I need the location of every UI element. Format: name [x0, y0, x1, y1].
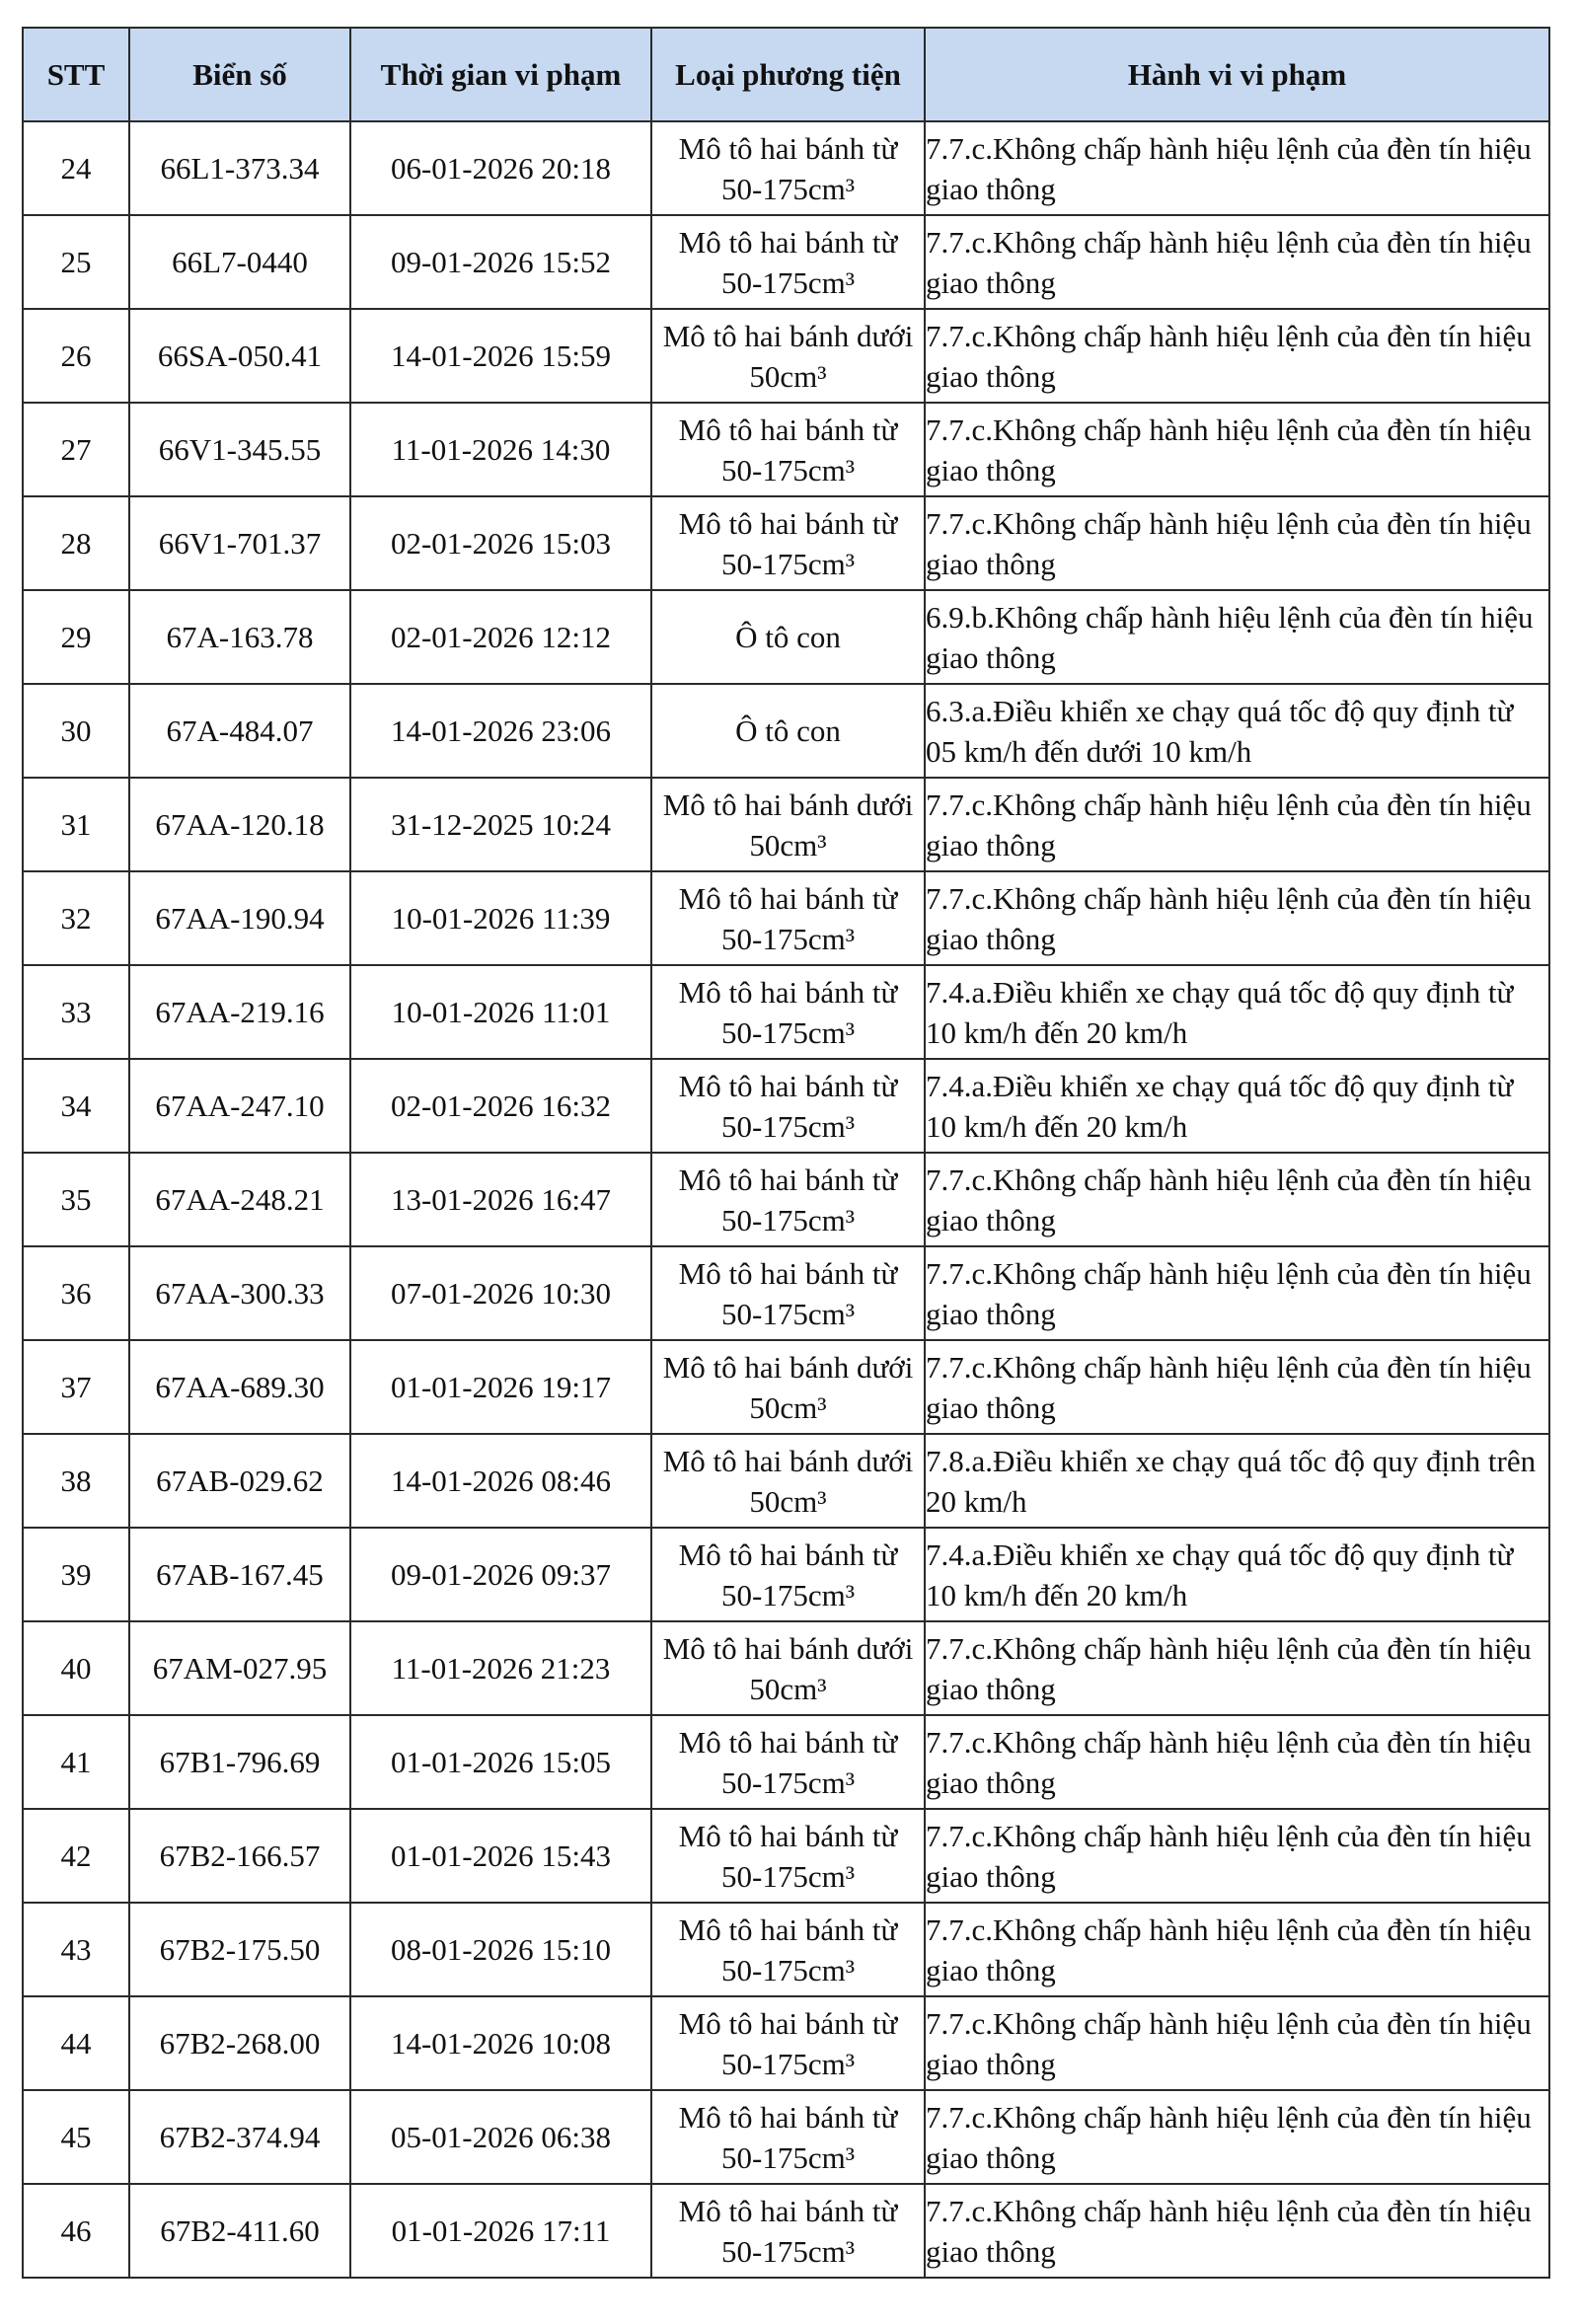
cell-time: 07-01-2026 10:30 [350, 1246, 651, 1340]
cell-time: 01-01-2026 17:11 [350, 2184, 651, 2278]
behavior-text: 7.7.c.Không chấp hành hiệu lệnh của đèn tín hiệu giao thông [926, 318, 1532, 394]
vehicle-capacity-line: 50-175cm³ [721, 1202, 855, 1237]
vehicle-capacity-line: 50cm³ [749, 1671, 827, 1706]
behavior-text: 7.7.c.Không chấp hành hiệu lệnh của đèn tín hiệu giao thông [926, 412, 1532, 487]
cell-time: 08-01-2026 15:10 [350, 1903, 651, 1996]
behavior-text: 7.7.c.Không chấp hành hiệu lệnh của đèn tín hiệu giao thông [926, 1818, 1532, 1894]
table-row [23, 1340, 1549, 1434]
cell-plate: 67AA-247.10 [129, 1059, 350, 1153]
table-header-row [23, 28, 1549, 121]
cell-vehicle [651, 2184, 925, 2278]
table-row [23, 871, 1549, 965]
cell-behavior [925, 1903, 1549, 1996]
violations-table [22, 27, 1550, 2279]
cell-plate: 67B1-796.69 [129, 1715, 350, 1809]
vehicle-capacity-line: 50cm³ [749, 827, 827, 862]
cell-behavior [925, 309, 1549, 403]
cell-time: 06-01-2026 20:18 [350, 121, 651, 215]
behavior-text: 6.9.b.Không chấp hành hiệu lệnh của đèn tín hiệu giao thông [926, 599, 1534, 675]
table-row [23, 1434, 1549, 1528]
cell-behavior [925, 871, 1549, 965]
cell-plate: 67AA-300.33 [129, 1246, 350, 1340]
table-row [23, 403, 1549, 496]
vehicle-type-line: Mô tô hai bánh dưới [662, 318, 914, 353]
cell-vehicle [651, 1903, 925, 1996]
behavior-text: 7.7.c.Không chấp hành hiệu lệnh của đèn tín hiệu giao thông [926, 1349, 1532, 1425]
behavior-text: 7.7.c.Không chấp hành hiệu lệnh của đèn tín hiệu giao thông [926, 2193, 1532, 2269]
cell-vehicle [651, 403, 925, 496]
vehicle-capacity-line: 50-175cm³ [721, 1577, 855, 1612]
vehicle-capacity-line: 50-175cm³ [721, 1108, 855, 1144]
cell-stt: 34 [23, 1059, 129, 1153]
cell-stt: 46 [23, 2184, 129, 2278]
behavior-text: 7.7.c.Không chấp hành hiệu lệnh của đèn tín hiệu giao thông [926, 2099, 1532, 2175]
table-row [23, 965, 1549, 1059]
behavior-text: 7.7.c.Không chấp hành hiệu lệnh của đèn tín hiệu giao thông [926, 224, 1532, 300]
table-row [23, 590, 1549, 684]
cell-behavior [925, 1996, 1549, 2090]
header-plate: Biển số [129, 28, 350, 121]
cell-stt: 39 [23, 1528, 129, 1621]
cell-behavior [925, 1434, 1549, 1528]
vehicle-capacity-line: 50-175cm³ [721, 171, 855, 206]
vehicle-type-line: Mô tô hai bánh từ [678, 1818, 898, 1853]
cell-plate: 67AB-029.62 [129, 1434, 350, 1528]
cell-stt: 42 [23, 1809, 129, 1903]
behavior-text: 7.4.a.Điều khiển xe chạy quá tốc độ quy định từ 10 km/h đến 20 km/h [926, 1537, 1514, 1612]
cell-vehicle [651, 2090, 925, 2184]
cell-behavior [925, 965, 1549, 1059]
cell-time: 02-01-2026 12:12 [350, 590, 651, 684]
table-row [23, 215, 1549, 309]
violations-sheet [22, 27, 1548, 2279]
table-row [23, 1996, 1549, 2090]
table-row [23, 1621, 1549, 1715]
cell-time: 10-01-2026 11:01 [350, 965, 651, 1059]
cell-behavior [925, 590, 1549, 684]
vehicle-capacity-line: 50-175cm³ [721, 1296, 855, 1331]
cell-plate: 67AA-120.18 [129, 778, 350, 871]
cell-plate: 67AA-190.94 [129, 871, 350, 965]
cell-behavior [925, 1809, 1549, 1903]
cell-plate: 67A-163.78 [129, 590, 350, 684]
cell-stt: 25 [23, 215, 129, 309]
table-row [23, 1246, 1549, 1340]
behavior-text: 7.7.c.Không chấp hành hiệu lệnh của đèn tín hiệu giao thông [926, 1162, 1532, 1237]
cell-time: 02-01-2026 15:03 [350, 496, 651, 590]
cell-vehicle [651, 965, 925, 1059]
cell-plate: 66SA-050.41 [129, 309, 350, 403]
cell-vehicle [651, 496, 925, 590]
cell-time: 11-01-2026 14:30 [350, 403, 651, 496]
cell-behavior [925, 496, 1549, 590]
vehicle-capacity-line: 50-175cm³ [721, 264, 855, 300]
header-behavior: Hành vi vi phạm [925, 28, 1549, 121]
cell-stt: 30 [23, 684, 129, 778]
cell-stt: 26 [23, 309, 129, 403]
vehicle-type-line: Mô tô hai bánh dưới [662, 1349, 914, 1385]
cell-vehicle [651, 1059, 925, 1153]
cell-time: 14-01-2026 10:08 [350, 1996, 651, 2090]
cell-behavior [925, 1246, 1549, 1340]
vehicle-capacity-line: 50-175cm³ [721, 452, 855, 487]
vehicle-type-line: Mô tô hai bánh từ [678, 2193, 898, 2228]
vehicle-capacity-line: 50-175cm³ [721, 1858, 855, 1894]
cell-time: 31-12-2025 10:24 [350, 778, 651, 871]
vehicle-type-line: Mô tô hai bánh từ [678, 1068, 898, 1103]
cell-stt: 38 [23, 1434, 129, 1528]
behavior-text: 7.7.c.Không chấp hành hiệu lệnh của đèn tín hiệu giao thông [926, 130, 1532, 206]
cell-stt: 45 [23, 2090, 129, 2184]
cell-vehicle [651, 684, 925, 778]
header-vehicle: Loại phương tiện [651, 28, 925, 121]
behavior-text: 7.7.c.Không chấp hành hiệu lệnh của đèn tín hiệu giao thông [926, 1630, 1532, 1706]
vehicle-type-line: Mô tô hai bánh từ [678, 1537, 898, 1572]
cell-vehicle [651, 1246, 925, 1340]
table-row [23, 1528, 1549, 1621]
table-row [23, 121, 1549, 215]
cell-vehicle [651, 1153, 925, 1246]
cell-stt: 24 [23, 121, 129, 215]
vehicle-type-line: Ô tô con [735, 713, 841, 748]
table-row [23, 2090, 1549, 2184]
cell-time: 09-01-2026 15:52 [350, 215, 651, 309]
vehicle-capacity-line: 50-175cm³ [721, 921, 855, 956]
cell-time: 13-01-2026 16:47 [350, 1153, 651, 1246]
vehicle-type-line: Mô tô hai bánh dưới [662, 1630, 914, 1666]
vehicle-capacity-line: 50-175cm³ [721, 1952, 855, 1987]
cell-vehicle [651, 1621, 925, 1715]
cell-behavior [925, 215, 1549, 309]
behavior-text: 7.7.c.Không chấp hành hiệu lệnh của đèn tín hiệu giao thông [926, 2005, 1532, 2081]
cell-vehicle [651, 1340, 925, 1434]
vehicle-capacity-line: 50-175cm³ [721, 1014, 855, 1050]
cell-vehicle [651, 1434, 925, 1528]
behavior-text: 7.4.a.Điều khiển xe chạy quá tốc độ quy định từ 10 km/h đến 20 km/h [926, 974, 1514, 1050]
cell-stt: 29 [23, 590, 129, 684]
cell-behavior [925, 1715, 1549, 1809]
cell-plate: 67AB-167.45 [129, 1528, 350, 1621]
cell-stt: 36 [23, 1246, 129, 1340]
cell-plate: 66L7-0440 [129, 215, 350, 309]
cell-behavior [925, 1153, 1549, 1246]
behavior-text: 7.4.a.Điều khiển xe chạy quá tốc độ quy định từ 10 km/h đến 20 km/h [926, 1068, 1514, 1144]
cell-stt: 27 [23, 403, 129, 496]
vehicle-type-line: Ô tô con [735, 620, 841, 654]
header-time: Thời gian vi phạm [350, 28, 651, 121]
cell-time: 09-01-2026 09:37 [350, 1528, 651, 1621]
table-row [23, 778, 1549, 871]
cell-vehicle [651, 1996, 925, 2090]
vehicle-type-line: Mô tô hai bánh từ [678, 1724, 898, 1760]
vehicle-type-line: Mô tô hai bánh từ [678, 880, 898, 916]
cell-plate: 67B2-166.57 [129, 1809, 350, 1903]
vehicle-capacity-line: 50-175cm³ [721, 2046, 855, 2081]
vehicle-type-line: Mô tô hai bánh từ [678, 2099, 898, 2135]
cell-time: 05-01-2026 06:38 [350, 2090, 651, 2184]
vehicle-type-line: Mô tô hai bánh từ [678, 1162, 898, 1197]
cell-plate: 67A-484.07 [129, 684, 350, 778]
behavior-text: 7.8.a.Điều khiển xe chạy quá tốc độ quy định trên 20 km/h [926, 1443, 1537, 1519]
behavior-text: 7.7.c.Không chấp hành hiệu lệnh của đèn tín hiệu giao thông [926, 880, 1532, 956]
cell-plate: 67AA-219.16 [129, 965, 350, 1059]
vehicle-capacity-line: 50cm³ [749, 1483, 827, 1519]
cell-vehicle [651, 1715, 925, 1809]
cell-time: 14-01-2026 08:46 [350, 1434, 651, 1528]
table-row [23, 1715, 1549, 1809]
cell-plate: 66V1-345.55 [129, 403, 350, 496]
vehicle-capacity-line: 50cm³ [749, 358, 827, 394]
vehicle-type-line: Mô tô hai bánh từ [678, 1912, 898, 1947]
behavior-text: 7.7.c.Không chấp hành hiệu lệnh của đèn tín hiệu giao thông [926, 505, 1532, 581]
table-body [23, 121, 1549, 2278]
cell-plate: 67B2-374.94 [129, 2090, 350, 2184]
cell-vehicle [651, 1528, 925, 1621]
cell-behavior [925, 2090, 1549, 2184]
cell-stt: 43 [23, 1903, 129, 1996]
header-stt: STT [23, 28, 129, 121]
vehicle-type-line: Mô tô hai bánh từ [678, 2005, 898, 2041]
cell-time: 14-01-2026 23:06 [350, 684, 651, 778]
cell-plate: 67AM-027.95 [129, 1621, 350, 1715]
vehicle-capacity-line: 50-175cm³ [721, 2139, 855, 2175]
cell-plate: 66L1-373.34 [129, 121, 350, 215]
table-row [23, 1059, 1549, 1153]
vehicle-type-line: Mô tô hai bánh dưới [662, 1443, 914, 1478]
cell-behavior [925, 121, 1549, 215]
vehicle-type-line: Mô tô hai bánh từ [678, 412, 898, 447]
behavior-text: 7.7.c.Không chấp hành hiệu lệnh của đèn tín hiệu giao thông [926, 1724, 1532, 1800]
cell-plate: 66V1-701.37 [129, 496, 350, 590]
cell-vehicle [651, 215, 925, 309]
vehicle-type-line: Mô tô hai bánh từ [678, 974, 898, 1010]
cell-plate: 67B2-411.60 [129, 2184, 350, 2278]
cell-plate: 67B2-175.50 [129, 1903, 350, 1996]
cell-stt: 41 [23, 1715, 129, 1809]
cell-stt: 31 [23, 778, 129, 871]
table-row [23, 1903, 1549, 1996]
cell-stt: 40 [23, 1621, 129, 1715]
cell-stt: 28 [23, 496, 129, 590]
table-row [23, 496, 1549, 590]
vehicle-type-line: Mô tô hai bánh từ [678, 130, 898, 166]
cell-stt: 44 [23, 1996, 129, 2090]
cell-vehicle [651, 1809, 925, 1903]
behavior-text: 7.7.c.Không chấp hành hiệu lệnh của đèn tín hiệu giao thông [926, 1912, 1532, 1987]
table-row [23, 309, 1549, 403]
cell-behavior [925, 684, 1549, 778]
cell-stt: 37 [23, 1340, 129, 1434]
cell-time: 01-01-2026 19:17 [350, 1340, 651, 1434]
cell-time: 01-01-2026 15:05 [350, 1715, 651, 1809]
vehicle-capacity-line: 50-175cm³ [721, 2233, 855, 2269]
cell-stt: 33 [23, 965, 129, 1059]
vehicle-capacity-line: 50-175cm³ [721, 1764, 855, 1800]
table-row [23, 1809, 1549, 1903]
cell-behavior [925, 1621, 1549, 1715]
cell-stt: 35 [23, 1153, 129, 1246]
table-row [23, 1153, 1549, 1246]
cell-vehicle [651, 309, 925, 403]
table-row [23, 2184, 1549, 2278]
cell-vehicle [651, 590, 925, 684]
cell-time: 14-01-2026 15:59 [350, 309, 651, 403]
cell-behavior [925, 1059, 1549, 1153]
behavior-text: 7.7.c.Không chấp hành hiệu lệnh của đèn tín hiệu giao thông [926, 1255, 1532, 1331]
cell-behavior [925, 778, 1549, 871]
cell-stt: 32 [23, 871, 129, 965]
cell-vehicle [651, 121, 925, 215]
behavior-text: 6.3.a.Điều khiển xe chạy quá tốc độ quy định từ 05 km/h đến dưới 10 km/h [926, 693, 1514, 769]
cell-plate: 67AA-689.30 [129, 1340, 350, 1434]
vehicle-capacity-line: 50cm³ [749, 1389, 827, 1425]
behavior-text: 7.7.c.Không chấp hành hiệu lệnh của đèn tín hiệu giao thông [926, 787, 1532, 862]
cell-behavior [925, 2184, 1549, 2278]
cell-behavior [925, 1528, 1549, 1621]
cell-vehicle [651, 871, 925, 965]
cell-plate: 67B2-268.00 [129, 1996, 350, 2090]
cell-time: 01-01-2026 15:43 [350, 1809, 651, 1903]
cell-time: 11-01-2026 21:23 [350, 1621, 651, 1715]
vehicle-type-line: Mô tô hai bánh từ [678, 505, 898, 541]
cell-time: 10-01-2026 11:39 [350, 871, 651, 965]
vehicle-type-line: Mô tô hai bánh dưới [662, 787, 914, 822]
table-row [23, 684, 1549, 778]
cell-time: 02-01-2026 16:32 [350, 1059, 651, 1153]
vehicle-type-line: Mô tô hai bánh từ [678, 1255, 898, 1291]
vehicle-capacity-line: 50-175cm³ [721, 546, 855, 581]
cell-plate: 67AA-248.21 [129, 1153, 350, 1246]
cell-behavior [925, 1340, 1549, 1434]
cell-behavior [925, 403, 1549, 496]
vehicle-type-line: Mô tô hai bánh từ [678, 224, 898, 260]
cell-vehicle [651, 778, 925, 871]
